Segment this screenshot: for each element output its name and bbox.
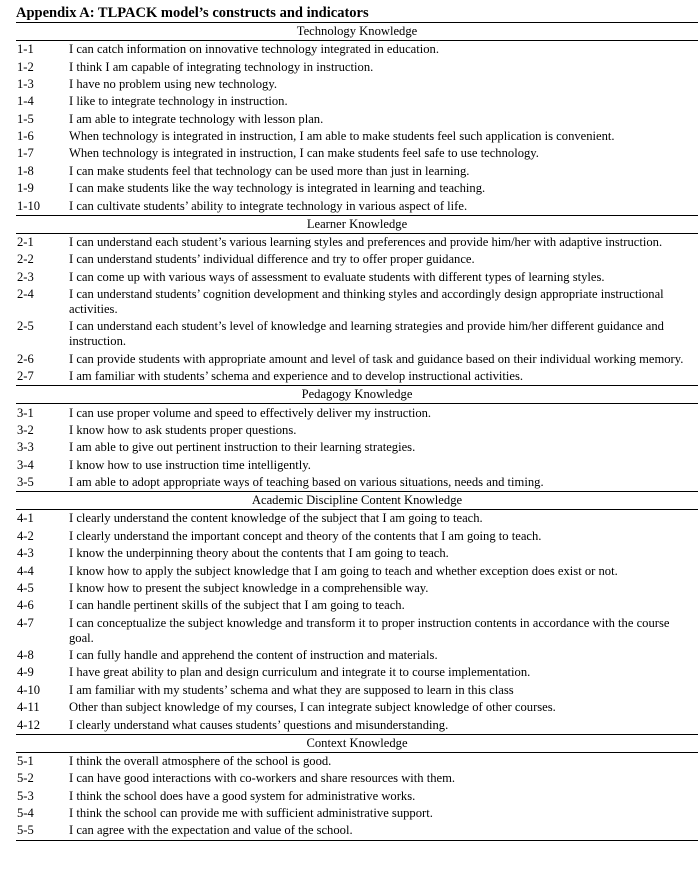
- indicator-row: [16, 111, 698, 128]
- indicator-row: [16, 439, 698, 456]
- indicator-code: 4-11: [17, 700, 40, 715]
- indicator-row: [16, 58, 698, 75]
- section-heading-row: [16, 215, 698, 233]
- indicator-row: [16, 664, 698, 681]
- indicator-code: 4-5: [17, 580, 34, 595]
- section-heading: Pedagogy Knowledge: [16, 386, 698, 404]
- indicator-row: [16, 562, 698, 579]
- constructs-table-body: [16, 23, 698, 841]
- section-heading-row: [16, 23, 698, 41]
- indicator-row: [16, 128, 698, 145]
- indicator-row: [16, 351, 698, 368]
- indicator-code: 1-4: [17, 94, 34, 109]
- indicator-row: [16, 528, 698, 545]
- appendix-title: Appendix A: TLPACK model’s constructs and indicators: [16, 5, 369, 21]
- indicator-text: When technology is integrated in instruction, I am able to make students feel such application is convenient.: [69, 129, 615, 144]
- indicator-row: [16, 368, 698, 386]
- indicator-text: I know how to ask students proper questions.: [69, 422, 297, 437]
- indicator-code: 2-5: [17, 319, 34, 334]
- indicator-code: 3-4: [17, 457, 34, 472]
- indicator-code: 1-2: [17, 59, 34, 74]
- indicator-text: I can conceptualize the subject knowledge and transform it to proper instruction contents in accordance with the course goal.: [69, 615, 670, 645]
- indicator-text: I can cultivate students’ ability to integrate technology in various aspect of life.: [69, 198, 468, 213]
- indicator-text: I have no problem using new technology.: [69, 76, 277, 91]
- indicator-code: 5-5: [17, 823, 34, 838]
- indicator-text: I am able to adopt appropriate ways of teaching based on various situations, needs and timing.: [69, 475, 544, 490]
- indicator-row: [16, 251, 698, 268]
- indicator-text: I can agree with the expectation and value of the school.: [69, 823, 353, 838]
- indicator-text: I clearly understand the content knowledge of the subject that I am going to teach.: [69, 511, 483, 526]
- indicator-code: 1-6: [17, 129, 34, 144]
- indicator-row: [16, 805, 698, 822]
- indicator-code: 3-1: [17, 405, 34, 420]
- indicator-text: I like to integrate technology in instruction.: [69, 94, 288, 109]
- indicator-text: I am able to integrate technology with lesson plan.: [69, 111, 324, 126]
- constructs-table: [16, 22, 698, 841]
- indicator-code: 1-9: [17, 181, 34, 196]
- indicator-row: [16, 269, 698, 286]
- indicator-code: 4-6: [17, 598, 34, 613]
- indicator-text: I am able to give out pertinent instruction to their learning strategies.: [69, 440, 416, 455]
- indicator-text: When technology is integrated in instruction, I can make students feel safe to use technology.: [69, 146, 539, 161]
- indicator-text: I clearly understand what causes students’ questions and misunderstanding.: [69, 717, 449, 732]
- indicator-row: [16, 597, 698, 614]
- indicator-row: [16, 510, 698, 528]
- indicator-code: 4-12: [17, 717, 41, 732]
- indicator-code: 4-10: [17, 682, 41, 697]
- indicator-text: I know how to present the subject knowledge in a comprehensible way.: [69, 580, 429, 595]
- indicator-text: I can understand each student’s level of knowledge and learning strategies and provide him/her different guidance and instruction.: [69, 319, 664, 349]
- indicator-text: I know how to use instruction time intelligently.: [69, 457, 311, 472]
- indicator-code: 2-1: [17, 234, 34, 249]
- indicator-text: I can fully handle and apprehend the content of instruction and materials.: [69, 648, 438, 663]
- indicator-text: I have great ability to plan and design curriculum and integrate it to course implementation.: [69, 665, 531, 680]
- indicator-text: I know how to apply the subject knowledge that I am going to teach and whether exception does exist or not.: [69, 563, 618, 578]
- indicator-code: 4-3: [17, 546, 34, 561]
- indicator-text: I can use proper volume and speed to effectively deliver my instruction.: [69, 405, 432, 420]
- indicator-code: 3-2: [17, 422, 34, 437]
- indicator-row: [16, 197, 698, 215]
- indicator-text: I can make students like the way technology is integrated in learning and teaching.: [69, 181, 486, 196]
- indicator-row: [16, 752, 698, 770]
- indicator-code: 4-4: [17, 563, 34, 578]
- indicator-text: I can handle pertinent skills of the subject that I am going to teach.: [69, 598, 405, 613]
- indicator-code: 3-5: [17, 475, 34, 490]
- indicator-row: [16, 699, 698, 716]
- indicator-code: 5-1: [17, 753, 34, 768]
- section-heading-row: [16, 492, 698, 510]
- indicator-text: I can catch information on innovative technology integrated in education.: [69, 42, 439, 57]
- indicator-row: [16, 286, 698, 318]
- indicator-row: [16, 545, 698, 562]
- indicator-text: I know the underpinning theory about the contents that I am going to teach.: [69, 546, 449, 561]
- indicator-text: I can come up with various ways of assessment to evaluate students with different types of learning styles.: [69, 269, 605, 284]
- indicator-code: 2-6: [17, 351, 34, 366]
- indicator-code: 2-3: [17, 269, 34, 284]
- indicator-row: [16, 822, 698, 840]
- indicator-row: [16, 41, 698, 59]
- indicator-row: [16, 404, 698, 422]
- indicator-row: [16, 474, 698, 492]
- indicator-text: I can understand students’ cognition development and thinking styles and accordingly design appropriate instructional activities.: [69, 287, 664, 317]
- indicator-text: I clearly understand the important concept and theory of the contents that I am going to teach.: [69, 528, 542, 543]
- indicator-text: I am familiar with my students’ schema and what they are supposed to learn in this class: [69, 682, 514, 697]
- indicator-text: Other than subject knowledge of my courses, I can integrate subject knowledge of other courses.: [69, 700, 556, 715]
- section-heading: Technology Knowledge: [16, 23, 698, 41]
- indicator-row: [16, 788, 698, 805]
- indicator-text: I think the school can provide me with sufficient administrative support.: [69, 806, 433, 821]
- indicator-code: 3-3: [17, 440, 34, 455]
- indicator-code: 2-2: [17, 252, 34, 267]
- indicator-row: [16, 615, 698, 647]
- indicator-code: 4-2: [17, 528, 34, 543]
- indicator-code: 4-7: [17, 615, 34, 630]
- indicator-code: 1-8: [17, 163, 34, 178]
- indicator-row: [16, 716, 698, 734]
- indicator-row: [16, 93, 698, 110]
- indicator-row: [16, 180, 698, 197]
- indicator-text: I can understand each student’s various learning styles and preferences and provide him/her with adaptive instruction.: [69, 234, 663, 249]
- indicator-code: 2-7: [17, 369, 34, 384]
- indicator-code: 5-3: [17, 788, 34, 803]
- section-heading-row: [16, 734, 698, 752]
- indicator-code: 4-1: [17, 511, 34, 526]
- indicator-row: [16, 682, 698, 699]
- indicator-row: [16, 318, 698, 350]
- indicator-row: [16, 647, 698, 664]
- indicator-text: I am familiar with students’ schema and experience and to develop instructional activities.: [69, 369, 524, 384]
- indicator-code: 1-10: [17, 198, 41, 213]
- section-heading: Learner Knowledge: [16, 215, 698, 233]
- section-heading-row: [16, 386, 698, 404]
- indicator-row: [16, 457, 698, 474]
- indicator-code: 5-2: [17, 771, 34, 786]
- indicator-row: [16, 422, 698, 439]
- indicator-code: 1-5: [17, 111, 34, 126]
- indicator-text: I can make students feel that technology can be used more than just in learning.: [69, 163, 470, 178]
- indicator-row: [16, 145, 698, 162]
- indicator-row: [16, 76, 698, 93]
- indicator-code: 2-4: [17, 287, 34, 302]
- indicator-text: I can have good interactions with co-workers and share resources with them.: [69, 771, 456, 786]
- indicator-row: [16, 163, 698, 180]
- indicator-code: 1-7: [17, 146, 34, 161]
- section-heading: Academic Discipline Content Knowledge: [16, 492, 698, 510]
- indicator-text: I think I am capable of integrating technology in instruction.: [69, 59, 374, 74]
- indicator-row: [16, 580, 698, 597]
- indicator-row: [16, 233, 698, 251]
- indicator-text: I can understand students’ individual difference and try to offer proper guidance.: [69, 252, 475, 267]
- indicator-code: 1-1: [17, 42, 34, 57]
- indicator-code: 1-3: [17, 76, 34, 91]
- indicator-text: I think the school does have a good system for administrative works.: [69, 788, 416, 803]
- indicator-text: I think the overall atmosphere of the school is good.: [69, 753, 332, 768]
- indicator-code: 5-4: [17, 806, 34, 821]
- section-heading: Context Knowledge: [16, 734, 698, 752]
- indicator-row: [16, 770, 698, 787]
- indicator-code: 4-9: [17, 665, 34, 680]
- indicator-code: 4-8: [17, 648, 34, 663]
- indicator-text: I can provide students with appropriate amount and level of task and guidance based on their individual working memory.: [69, 351, 684, 366]
